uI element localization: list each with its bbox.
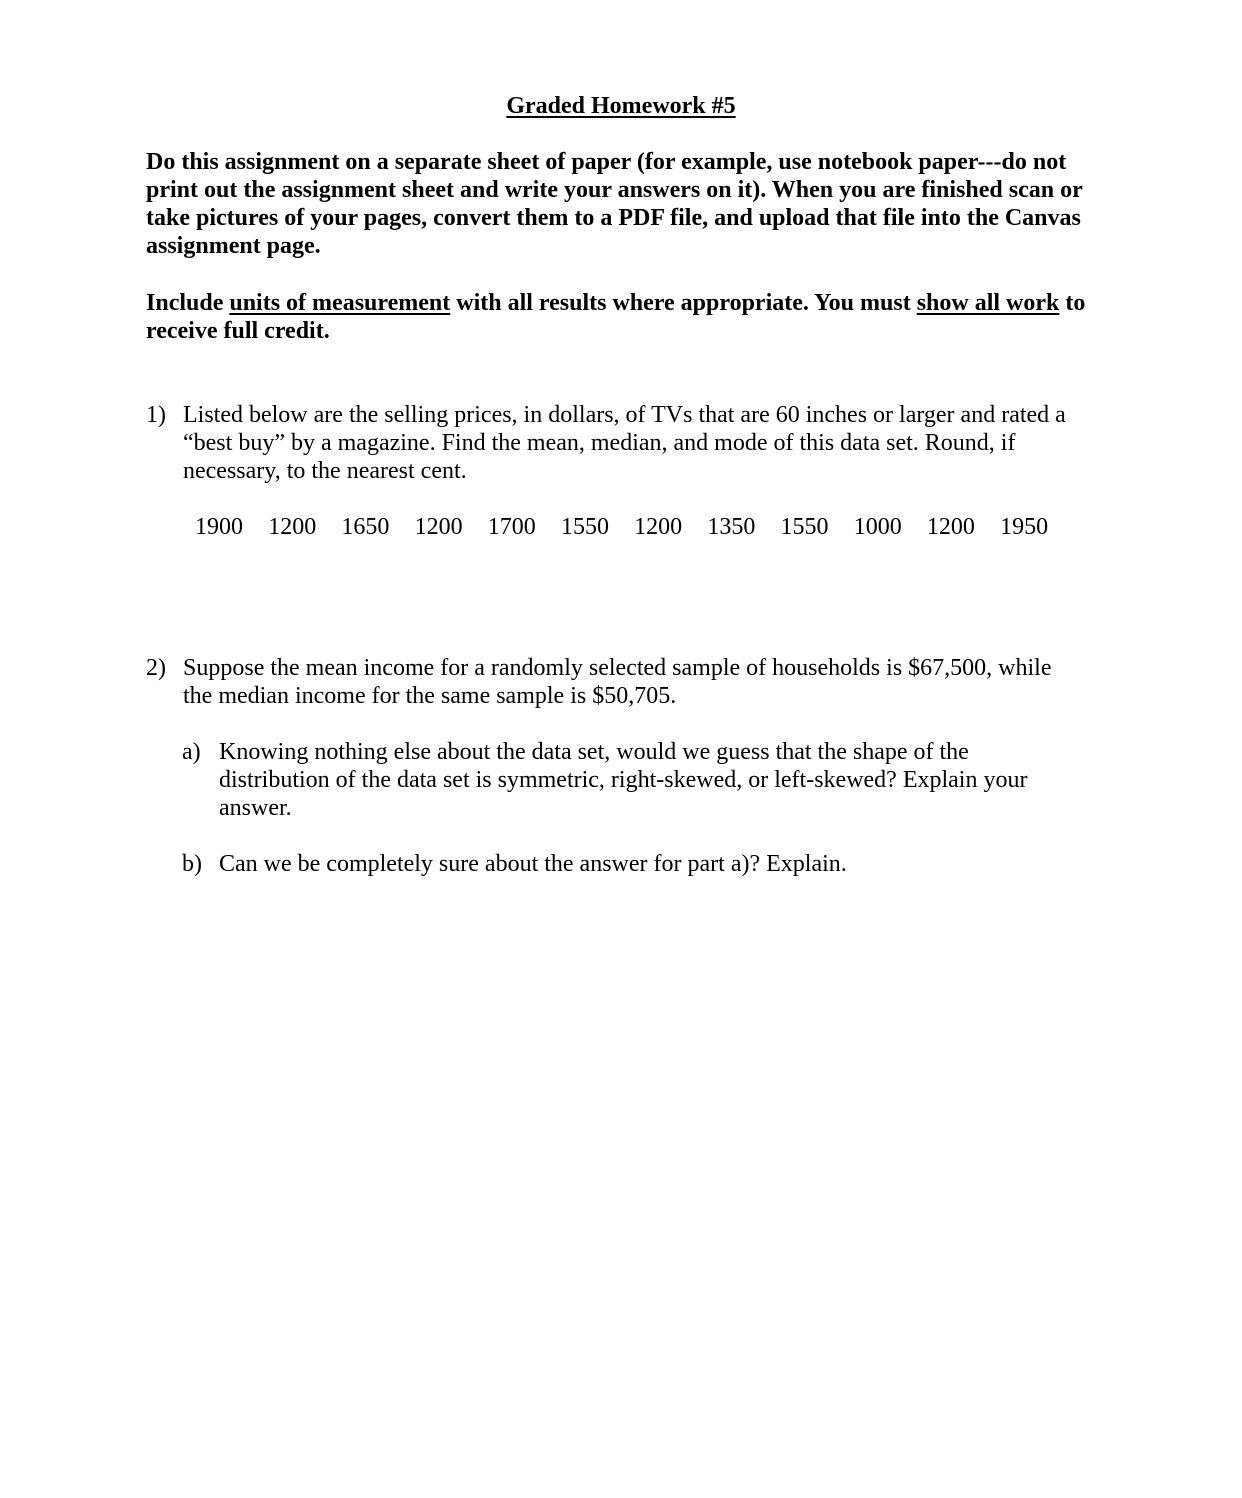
price-value: 1650	[341, 514, 390, 540]
price-value: 1550	[560, 514, 609, 540]
question-2-number: 2)	[146, 655, 166, 681]
instructions-paragraph: Do this assignment on a separate sheet of paper (for example, use notebook paper---do not print out the assignment sheet and write your answers on it). When you are finished scan or take pictures of your pages, convert them to a PDF file, and upload that file into the Canvas assignment page.	[146, 149, 1083, 259]
price-value: 1000	[853, 514, 902, 540]
price-value: 1900	[195, 514, 243, 540]
question-2-text: Suppose the mean income for a randomly selected sample of households is $67,500, while the median income for the same sample is $50,705.	[183, 655, 1052, 709]
price-value: 1200	[414, 514, 463, 540]
price-value: 1200	[634, 514, 683, 540]
price-value: 1950	[1000, 514, 1049, 540]
price-list	[195, 513, 1095, 541]
question-2a-label: a)	[182, 739, 201, 765]
credit-text-3: to receive full credit.	[146, 290, 1086, 344]
price-value: 1200	[268, 514, 317, 540]
question-2b-text: Can we be completely sure about the answer for part a)? Explain.	[219, 851, 847, 877]
question-2b-label: b)	[182, 851, 202, 877]
credit-text-2: with all results where appropriate. You must	[450, 290, 917, 316]
credit-text-1: Include	[146, 290, 230, 316]
question-1-number: 1)	[146, 402, 166, 428]
question-1-text: Listed below are the selling prices, in dollars, of TVs that are 60 inches or larger and rated a “best buy” by a magazine. Find the mean, median, and mode of this data set. Round, if necessary, to the nearest cent.	[183, 402, 1066, 484]
units-emphasis: units of measurement	[229, 290, 451, 316]
question-2a-text: Knowing nothing else about the data set, would we guess that the shape of the distribution of the data set is symmetric, right-skewed, or left-skewed? Explain your answer.	[219, 739, 1028, 821]
price-value: 1700	[487, 514, 536, 540]
page-title	[0, 90, 1242, 122]
price-value: 1200	[926, 514, 975, 540]
show-work-emphasis: show all work	[916, 290, 1060, 316]
price-value: 1550	[780, 514, 829, 540]
page-title-text: Graded Homework #5	[506, 93, 736, 119]
credit-paragraph	[146, 289, 1096, 345]
price-value: 1350	[707, 514, 756, 540]
